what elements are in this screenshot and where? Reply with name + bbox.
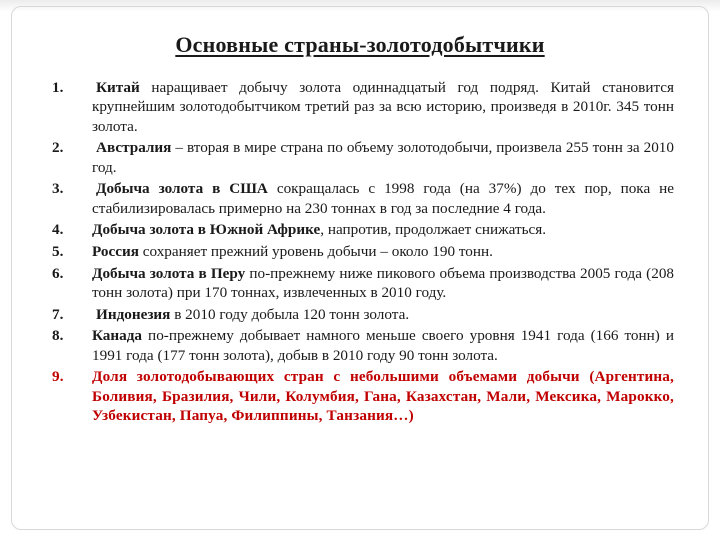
item-number: 3. <box>52 180 64 198</box>
item-text: наращивает добычу золота одиннадцатый год подряд. Китай становится крупнейшим золотодобытчиком третий раз за всю историю, произведя в 2010г. 345 тонн золота. <box>92 79 674 135</box>
list-item <box>52 138 674 177</box>
country-name: Добыча золота в Южной Африке <box>92 221 321 239</box>
item-number: 7. <box>52 305 64 323</box>
list-item <box>52 220 674 239</box>
list-item <box>52 242 674 261</box>
country-name: Индонезия <box>96 305 171 323</box>
list-item <box>52 78 674 136</box>
countries-list <box>52 78 674 428</box>
item-text: – вторая в мире страна по объему золотодобычи, произвела 255 тонн за 2010 год. <box>92 139 674 176</box>
item-number: 9. <box>52 368 64 386</box>
item-number: 1. <box>52 79 64 96</box>
country-name: Россия <box>92 243 139 260</box>
item-text: по-прежнему ниже пикового объема производства 2005 года (208 тонн золота) при 170 тоннах, извлеченных в 2010 году. <box>92 264 675 301</box>
list-item <box>52 264 674 303</box>
country-name: Добыча золота в Перу <box>92 264 246 282</box>
country-name: Китай <box>96 79 140 96</box>
item-number: 8. <box>52 327 64 345</box>
country-name: Австралия <box>96 139 172 157</box>
item-text: сохраняет прежний уровень добычи – около 190 тонн. <box>138 243 493 260</box>
item-number: 5. <box>52 243 64 260</box>
list-item <box>52 305 674 324</box>
list-item-highlighted <box>52 367 674 425</box>
item-text: , напротив, продолжает снижаться. <box>320 221 547 239</box>
item-text: сокращалась с 1998 года (на 37%) до тех пор, пока не стабилизировалась примерно на 230 тоннах в год за последние 4 года. <box>92 180 674 217</box>
list-item <box>52 179 674 218</box>
country-name: Канада <box>92 327 143 345</box>
slide-title: Основные страны-золотодобытчики <box>175 32 545 57</box>
item-text: в 2010 году добыла 120 тонн золота. <box>170 305 410 323</box>
list-item <box>52 326 674 365</box>
slide-top-shade <box>0 0 720 12</box>
item-number: 2. <box>52 139 64 157</box>
item-number: 4. <box>52 221 64 239</box>
item-text: по-прежнему добывает намного меньше своего уровня 1941 года (166 тонн) и 1991 года (177 тонн золота), добыв в 2010 году 90 тонн золота. <box>92 327 674 364</box>
item-text: Доля золотодобывающих стран с небольшими объемами добычи (Аргентина, Боливия, Бразилия, Чили, Колумбия, Гана, Казахстан, Мали, Мексика, Марокко, Узбекистан, Папуа, Филиппины, Танзания…) <box>92 368 674 424</box>
country-name: Добыча золота в США <box>96 180 268 198</box>
item-number: 6. <box>52 264 64 282</box>
